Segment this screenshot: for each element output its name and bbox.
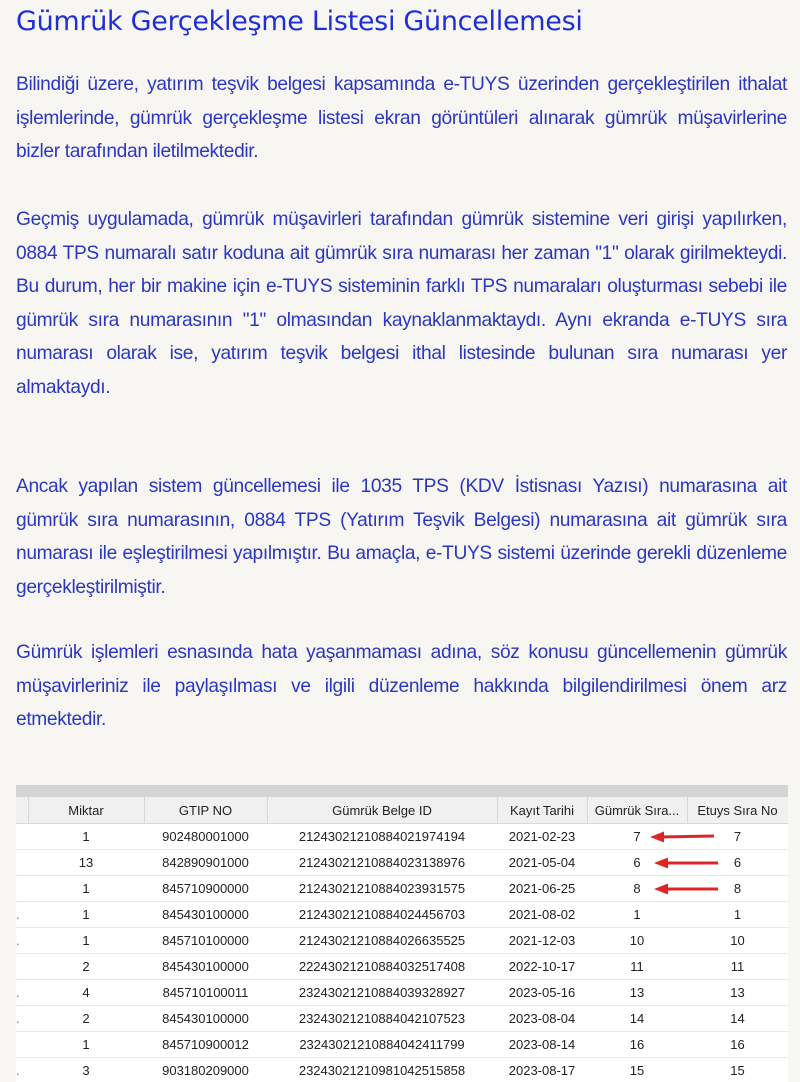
paragraph-recommendation: Gümrük işlemleri esnasında hata yaşanmaması adına, söz konusu güncellemenin gümrük müşavirleriniz ile paylaşılması ve ilgili düzenleme hakkında bilgilendirilmesi önem arz etmektedir. xyxy=(16,642,787,730)
row-lead-cell xyxy=(16,876,28,902)
gumruk-belge-id-cell xyxy=(267,928,497,954)
etuys-sira-cell xyxy=(687,980,788,1006)
gumruk-sira-cell-text: 16 xyxy=(629,1037,645,1052)
gumruk-belge-id-cell-text: 23243021210884042107523 xyxy=(298,1011,466,1026)
gumruk-belge-id-cell xyxy=(267,980,497,1006)
gumruk-belge-id-cell-text: 21243021210884023138976 xyxy=(298,855,466,870)
etuys-sira-cell-text: 14 xyxy=(730,1011,745,1026)
gumruk-sira-cell-text: 7 xyxy=(633,829,641,844)
miktar-cell xyxy=(28,824,144,850)
gumruk-sira-cell xyxy=(587,980,687,1006)
gtip-cell xyxy=(144,902,267,928)
table-top-strip xyxy=(16,785,788,797)
gumruk-sira-cell xyxy=(587,1058,687,1082)
miktar-cell-text: 13 xyxy=(78,855,94,870)
etuys-sira-cell-text: 1 xyxy=(733,907,742,922)
kayit-tarihi-cell xyxy=(497,928,587,954)
table-row[interactable] xyxy=(16,954,788,980)
miktar-cell xyxy=(28,928,144,954)
etuys-sira-cell-text: 8 xyxy=(733,881,742,896)
row-lead-cell xyxy=(16,1006,28,1032)
table-row[interactable] xyxy=(16,928,788,954)
etuys-sira-cell-text: 6 xyxy=(733,855,742,870)
gumruk-belge-id-cell xyxy=(267,902,497,928)
gumruk-belge-id-cell-text: 21243021210884023931575 xyxy=(298,881,466,896)
kayit-tarihi-cell xyxy=(497,954,587,980)
row-lead-cell xyxy=(16,902,28,928)
kayit-tarihi-cell xyxy=(497,850,587,876)
miktar-cell xyxy=(28,902,144,928)
kayit-tarihi-cell-text: 2023-08-04 xyxy=(508,1011,576,1026)
gumruk-sira-cell-text: 11 xyxy=(630,959,644,974)
gtip-cell xyxy=(144,980,267,1006)
gtip-cell-text: 845430100000 xyxy=(162,1011,249,1026)
miktar-cell-text: 1 xyxy=(82,1037,90,1052)
column-header-gumruk-belge-id[interactable]: Gümrük Belge ID xyxy=(267,797,497,824)
etuys-sira-cell-text: 15 xyxy=(730,1063,745,1078)
miktar-cell-text: 2 xyxy=(82,959,90,974)
table-row[interactable] xyxy=(16,902,788,928)
etuys-sira-cell-text: 13 xyxy=(730,985,745,1000)
kayit-tarihi-cell-text: 2021-12-03 xyxy=(508,933,576,948)
gumruk-belge-id-cell xyxy=(267,1006,497,1032)
table-row[interactable] xyxy=(16,1006,788,1032)
gumruk-belge-id-cell-text: 21243021210884024456703 xyxy=(298,907,466,922)
miktar-cell xyxy=(28,980,144,1006)
gtip-cell xyxy=(144,876,267,902)
paragraph-system-update: Ancak yapılan sistem güncellemesi ile 1035 TPS (KDV İstisnası Yazısı) numarasına ait gümrük sıra numarasının, 0884 TPS (Yatırım Teşvik Belgesi) numarasına ait gümrük sıra numarası ile eşleştirilmesi yapılmıştır. Bu amaçla, e-TUYS sistemi üzerinde gerekli düzenleme gerçekleştirilmiştir. xyxy=(16,476,787,598)
row-lead-cell xyxy=(16,1058,28,1082)
table-header-row xyxy=(16,797,788,824)
miktar-cell-text: 2 xyxy=(82,1011,90,1026)
table-row[interactable] xyxy=(16,980,788,1006)
kayit-tarihi-cell-text: 2022-10-17 xyxy=(508,959,576,974)
gumruk-sira-cell xyxy=(587,876,687,902)
row-lead-cell-text: . xyxy=(16,907,20,922)
column-header-lead[interactable] xyxy=(16,797,28,824)
miktar-cell-text: 1 xyxy=(82,881,90,896)
gumruk-belge-id-cell-text: 22243021210884032517408 xyxy=(298,959,466,974)
gtip-cell xyxy=(144,1032,267,1058)
red-arrow-left-icon xyxy=(650,831,714,843)
gumruk-sira-cell xyxy=(587,954,687,980)
gtip-cell xyxy=(144,954,267,980)
gtip-cell-text: 842890901000 xyxy=(162,855,249,870)
miktar-cell xyxy=(28,1032,144,1058)
red-arrow-left-icon xyxy=(654,883,718,895)
gumruk-belge-id-cell xyxy=(267,850,497,876)
miktar-cell xyxy=(28,1006,144,1032)
gumruk-belge-id-cell xyxy=(267,954,497,980)
miktar-cell-text: 1 xyxy=(82,907,90,922)
kayit-tarihi-cell-text: 2023-08-17 xyxy=(508,1063,576,1078)
etuys-sira-cell-text: 11 xyxy=(730,959,745,974)
miktar-cell xyxy=(28,954,144,980)
kayit-tarihi-cell xyxy=(497,824,587,850)
gtip-cell-text: 845710100011 xyxy=(162,985,249,1000)
paragraph-intro: Bilindiği üzere, yatırım teşvik belgesi kapsamında e-TUYS üzerinden gerçekleştirilen ithalat işlemlerinde, gümrük gerçekleşme listesi ekran görüntüleri alınarak gümrük müşavirlerine bizler tarafından iletilmektedir. xyxy=(16,74,787,162)
gumruk-sira-cell xyxy=(587,824,687,850)
gtip-cell-text: 845710900000 xyxy=(162,881,249,896)
gumruk-sira-cell xyxy=(587,850,687,876)
miktar-cell xyxy=(28,1058,144,1082)
row-lead-cell xyxy=(16,980,28,1006)
miktar-cell-text: 4 xyxy=(82,985,90,1000)
etuys-sira-cell xyxy=(687,1006,788,1032)
gtip-cell-text: 903180209000 xyxy=(162,1063,249,1078)
etuys-sira-cell xyxy=(687,1032,788,1058)
red-arrow-left-icon xyxy=(654,857,718,869)
gumruk-sira-cell xyxy=(587,1032,687,1058)
article-title: Gümrük Gerçekleşme Listesi Güncellemesi xyxy=(16,6,583,37)
gtip-cell-text: 845710900012 xyxy=(162,1037,249,1052)
etuys-sira-cell xyxy=(687,928,788,954)
etuys-sira-cell xyxy=(687,902,788,928)
row-lead-cell xyxy=(16,928,28,954)
gumruk-belge-id-cell-text: 23243021210884042411799 xyxy=(299,1037,465,1052)
gtip-cell-text: 845430100000 xyxy=(162,959,249,974)
gumruk-belge-id-cell xyxy=(267,1032,497,1058)
miktar-cell-text: 3 xyxy=(82,1063,90,1078)
gumruk-sira-cell xyxy=(587,902,687,928)
gumruk-belge-id-cell-text: 21243021210884026635525 xyxy=(298,933,466,948)
row-lead-cell xyxy=(16,824,28,850)
kayit-tarihi-cell-text: 2023-08-14 xyxy=(508,1037,576,1052)
table-row[interactable] xyxy=(16,1058,788,1082)
gtip-cell xyxy=(144,928,267,954)
kayit-tarihi-cell xyxy=(497,902,587,928)
gumruk-sira-cell-text: 6 xyxy=(633,855,641,870)
row-lead-cell-text: . xyxy=(16,1063,20,1078)
gumruk-belge-id-cell-text: 23243021210884039328927 xyxy=(298,985,466,1000)
gumruk-sira-cell-text: 14 xyxy=(629,1011,645,1026)
row-lead-cell-text: . xyxy=(16,933,20,948)
column-header-miktar[interactable]: Miktar xyxy=(28,797,144,824)
customs-realization-table xyxy=(16,797,788,1082)
gtip-cell xyxy=(144,1006,267,1032)
kayit-tarihi-cell-text: 2021-08-02 xyxy=(508,907,576,922)
gtip-cell xyxy=(144,1058,267,1082)
column-header-gtip-no[interactable]: GTIP NO xyxy=(144,797,267,824)
etuys-sira-cell xyxy=(687,954,788,980)
kayit-tarihi-cell xyxy=(497,1058,587,1082)
table-row[interactable] xyxy=(16,1032,788,1058)
miktar-cell-text: 1 xyxy=(82,829,90,844)
table-row[interactable] xyxy=(16,824,788,850)
kayit-tarihi-cell xyxy=(497,1006,587,1032)
gumruk-sira-cell-text: 13 xyxy=(629,985,645,1000)
gtip-cell-text: 845710100000 xyxy=(162,933,249,948)
gumruk-sira-cell-text: 15 xyxy=(629,1063,645,1078)
etuys-sira-cell-text: 10 xyxy=(730,933,745,948)
gtip-cell-text: 845430100000 xyxy=(162,907,249,922)
row-lead-cell-text: . xyxy=(16,1011,20,1026)
kayit-tarihi-cell xyxy=(497,876,587,902)
column-header-kayit-tarihi[interactable]: Kayıt Tarihi xyxy=(497,797,587,824)
miktar-cell xyxy=(28,876,144,902)
paragraph-past-practice: Geçmiş uygulamada, gümrük müşavirleri tarafından gümrük sistemine veri girişi yapılırken, 0884 TPS numaralı satır koduna ait gümrük sıra numarası her zaman "1" olarak girilmekteydi. Bu durum, her bir makine için e-TUYS sisteminin farklı TPS numaraları oluşturması sebebi ile gümrük sıra numarasının "1" olmasından kaynaklanmaktaydı. Aynı ekranda e-TUYS sıra numarası olarak ise, yatırım teşvik belgesi ithal listesinde bulunan sıra numarası yer almaktaydı. xyxy=(16,209,787,398)
kayit-tarihi-cell-text: 2023-05-16 xyxy=(508,985,576,1000)
gtip-cell-text: 902480001000 xyxy=(162,829,249,844)
row-lead-cell xyxy=(16,850,28,876)
column-header-etuys-sira-no[interactable]: Etuys Sıra No xyxy=(687,797,788,824)
gumruk-sira-cell xyxy=(587,928,687,954)
etuys-sira-cell-text: 7 xyxy=(733,829,742,844)
gumruk-belge-id-cell-text: 23243021210981042515858 xyxy=(298,1063,466,1078)
customs-list-screenshot xyxy=(16,785,788,1082)
kayit-tarihi-cell-text: 2021-02-23 xyxy=(508,829,576,844)
miktar-cell xyxy=(28,850,144,876)
gumruk-sira-cell-text: 8 xyxy=(633,881,641,896)
gumruk-belge-id-cell-text: 21243021210884021974194 xyxy=(298,829,466,844)
gumruk-belge-id-cell xyxy=(267,824,497,850)
kayit-tarihi-cell xyxy=(497,1032,587,1058)
column-header-gumruk-sira[interactable]: Gümrük Sıra... xyxy=(587,797,687,824)
gumruk-sira-cell-text: 10 xyxy=(629,933,645,948)
etuys-sira-cell xyxy=(687,1058,788,1082)
row-lead-cell xyxy=(16,954,28,980)
table-row[interactable] xyxy=(16,876,788,902)
gumruk-sira-cell-text: 1 xyxy=(633,907,641,922)
miktar-cell-text: 1 xyxy=(82,933,90,948)
gumruk-belge-id-cell xyxy=(267,1058,497,1082)
row-lead-cell xyxy=(16,1032,28,1058)
kayit-tarihi-cell xyxy=(497,980,587,1006)
kayit-tarihi-cell-text: 2021-05-04 xyxy=(508,855,576,870)
row-lead-cell-text: . xyxy=(16,985,20,1000)
gtip-cell xyxy=(144,850,267,876)
kayit-tarihi-cell-text: 2021-06-25 xyxy=(508,881,576,896)
gumruk-belge-id-cell xyxy=(267,876,497,902)
gumruk-sira-cell xyxy=(587,1006,687,1032)
etuys-sira-cell-text: 16 xyxy=(730,1037,745,1052)
gtip-cell xyxy=(144,824,267,850)
table-row[interactable] xyxy=(16,850,788,876)
